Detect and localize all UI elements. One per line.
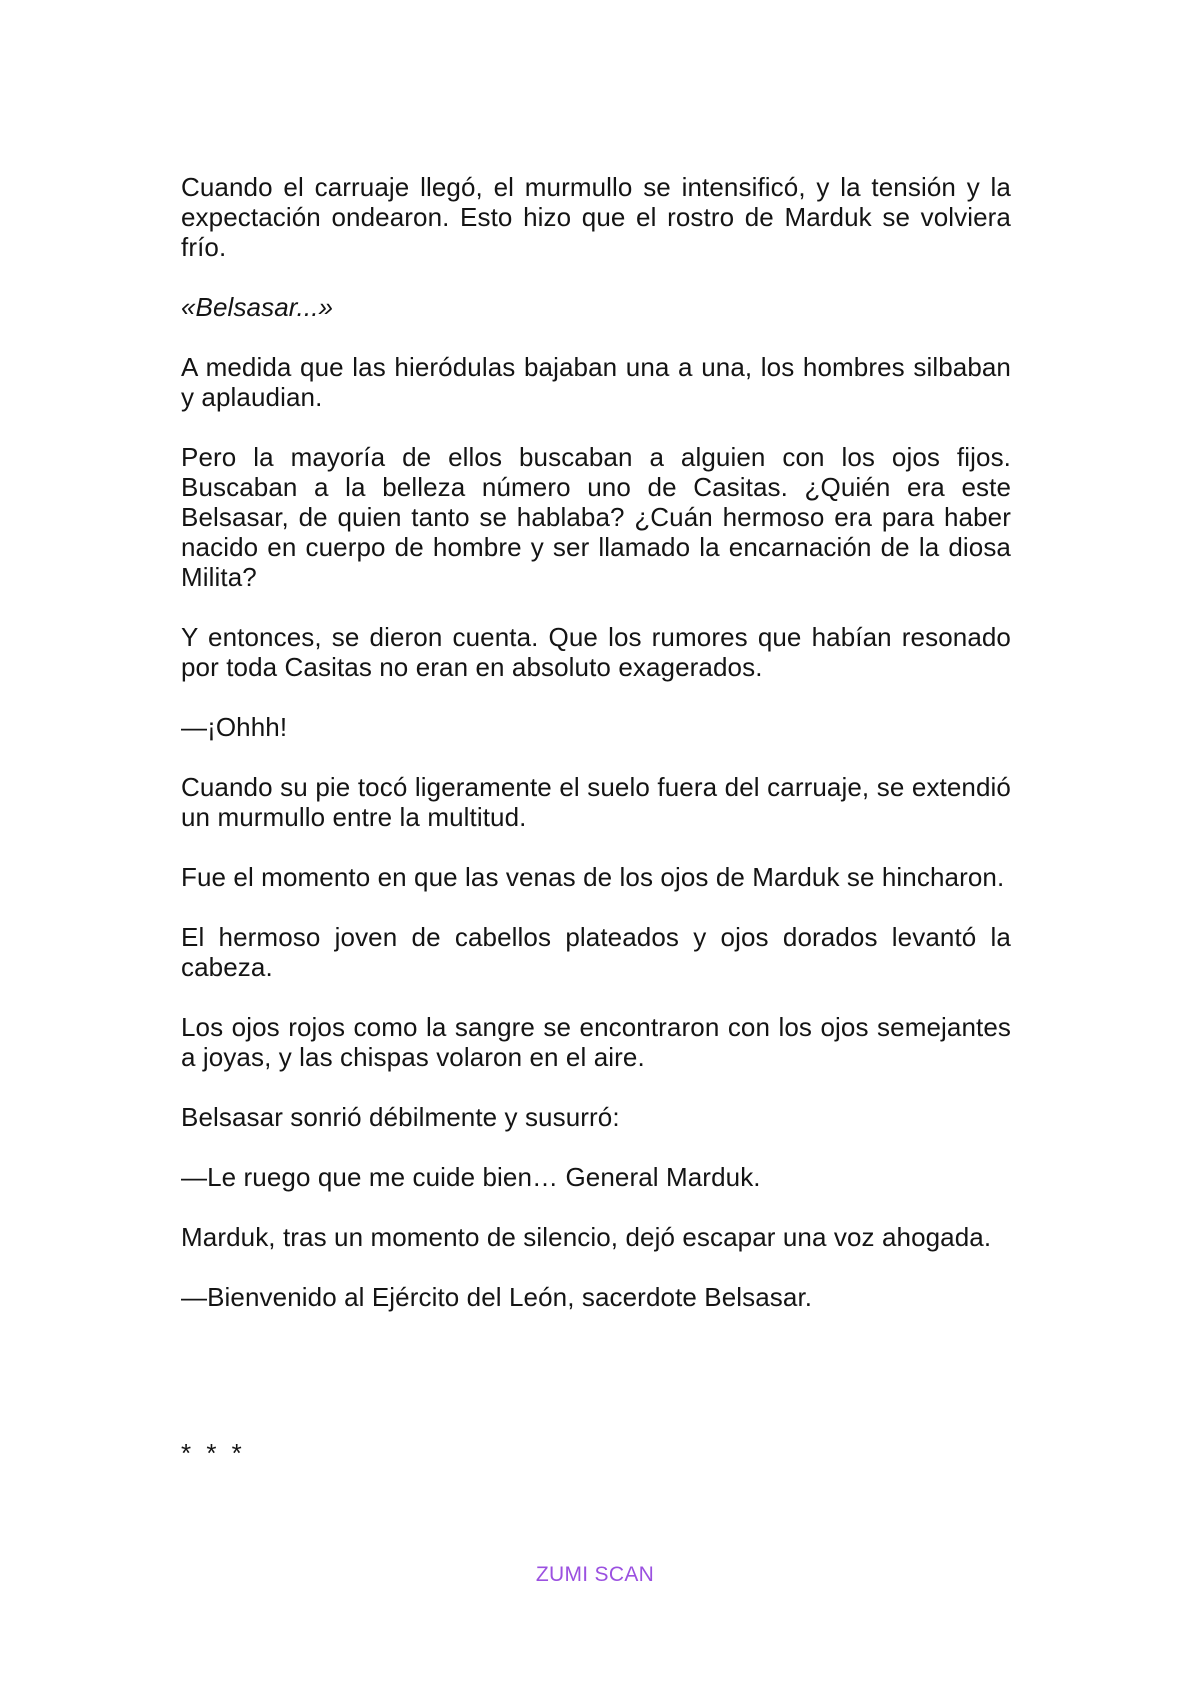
paragraph: Belsasar sonrió débilmente y susurró: bbox=[181, 1102, 620, 1132]
inner-thought: «Belsasar...» bbox=[181, 292, 334, 322]
dialogue-line: —Bienvenido al Ejército del León, sacerdote Belsasar. bbox=[181, 1282, 813, 1312]
dialogue-line: —Le ruego que me cuide bien… General Marduk. bbox=[181, 1162, 761, 1192]
paragraph: Marduk, tras un momento de silencio, dejó escapar una voz ahogada. bbox=[181, 1222, 992, 1252]
scene-separator: * * * bbox=[181, 1438, 246, 1468]
paragraph: Los ojos rojos como la sangre se encontraron con los ojos semejantes a joyas, y las chispas volaron en el aire. bbox=[181, 1012, 1011, 1072]
paragraph: A medida que las hieródulas bajaban una a una, los hombres silbaban y aplaudian. bbox=[181, 352, 1011, 412]
dialogue-line: —¡Ohhh! bbox=[181, 712, 288, 742]
paragraph: Cuando su pie tocó ligeramente el suelo fuera del carruaje, se extendió un murmullo entre la multitud. bbox=[181, 772, 1011, 832]
paragraph: Pero la mayoría de ellos buscaban a alguien con los ojos fijos. Buscaban a la belleza número uno de Casitas. ¿Quién era este Belsasar, de quien tanto se hablaba? ¿Cuán hermoso era para haber nacido en cuerpo de hombre y ser llamado la encarnación de la diosa Milita? bbox=[181, 442, 1011, 592]
story-text bbox=[181, 172, 1011, 1312]
paragraph: Cuando el carruaje llegó, el murmullo se intensificó, y la tensión y la expectación ondearon. Esto hizo que el rostro de Marduk se volviera frío. bbox=[181, 172, 1011, 262]
footer-credit: ZUMI SCAN bbox=[535, 1563, 655, 1586]
paragraph: Fue el momento en que las venas de los ojos de Marduk se hincharon. bbox=[181, 862, 1005, 892]
paragraph: Y entonces, se dieron cuenta. Que los rumores que habían resonado por toda Casitas no eran en absoluto exagerados. bbox=[181, 622, 1011, 682]
paragraph: El hermoso joven de cabellos plateados y ojos dorados levantó la cabeza. bbox=[181, 922, 1011, 982]
